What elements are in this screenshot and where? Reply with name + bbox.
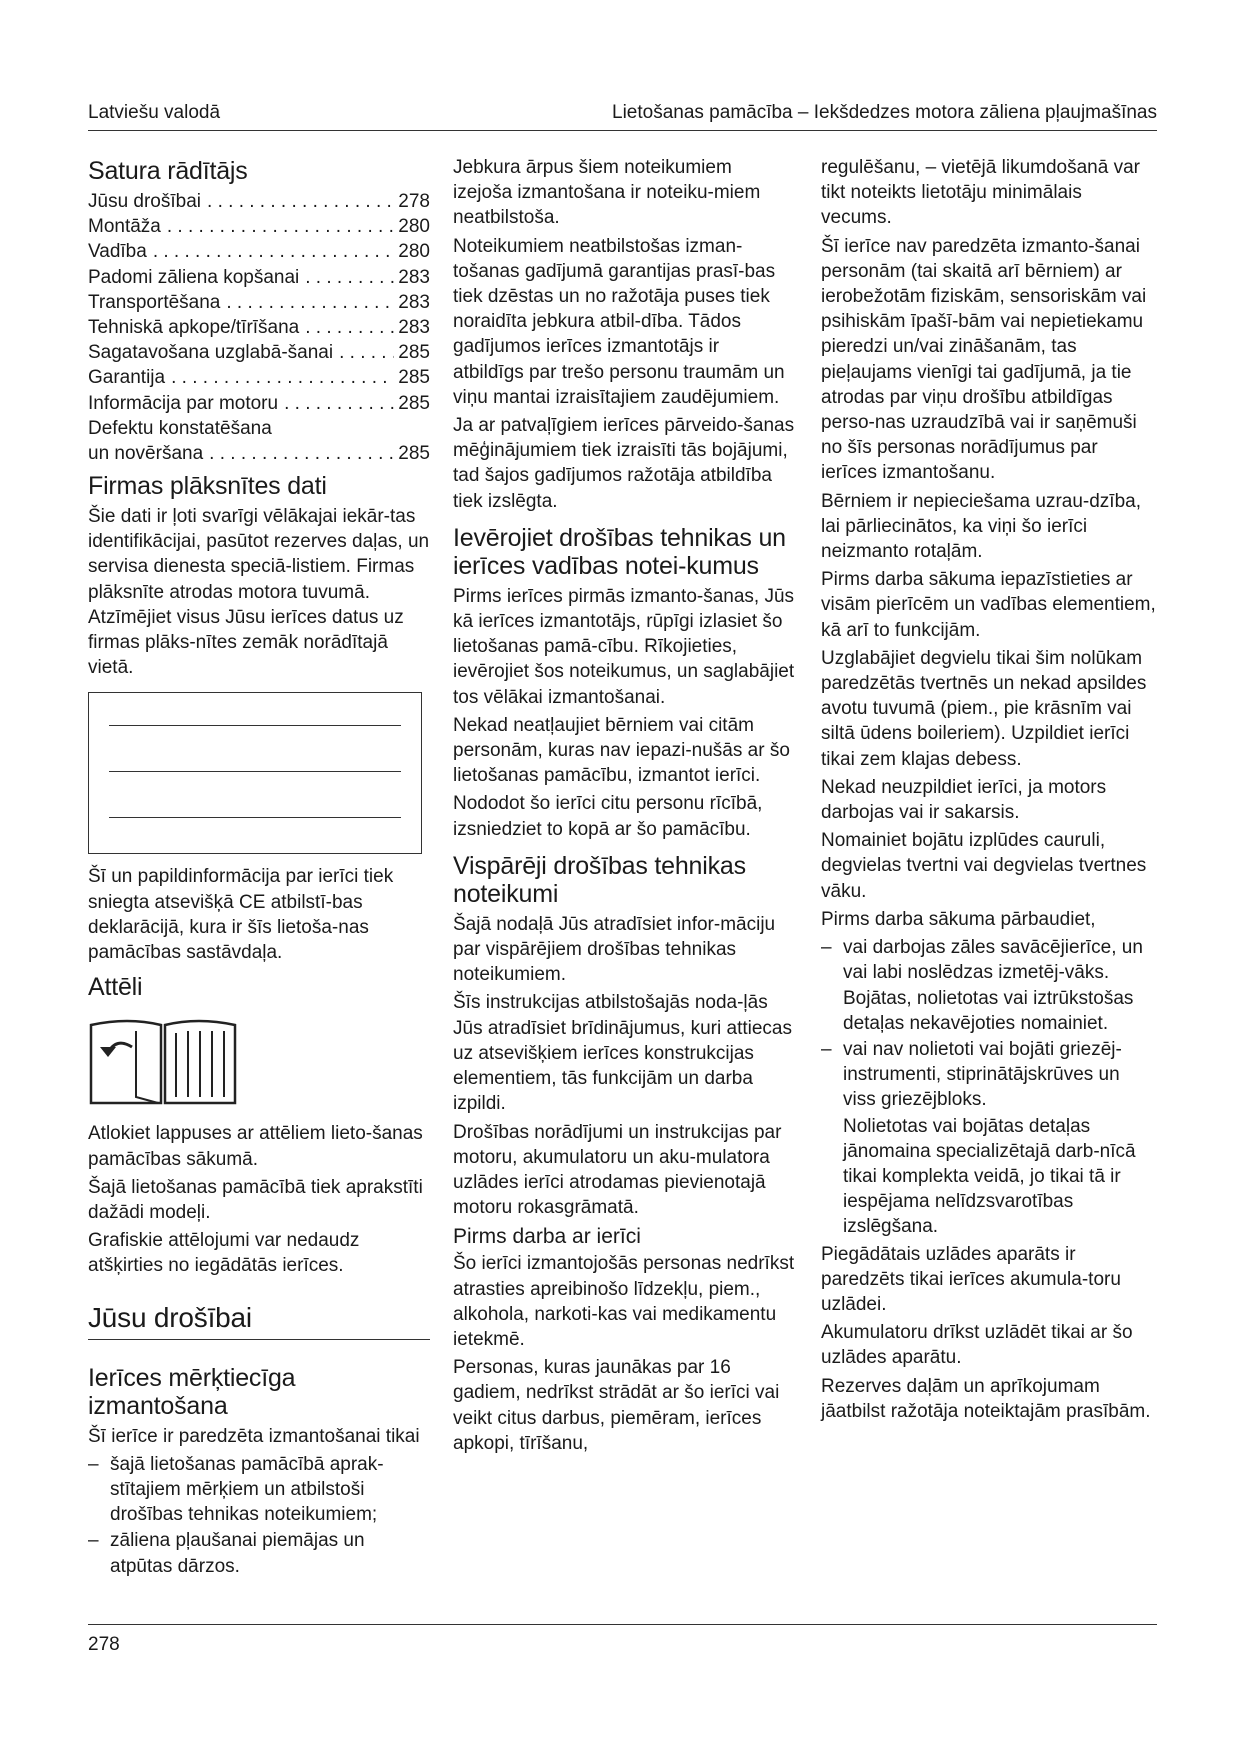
paragraph: Šajā nodaļā Jūs atradīsiet infor-māciju par vispārējiem drošības tehnikas noteikumiem. (453, 913, 776, 986)
general-safety-heading: Vispārēji drošības tehnikas noteikumi (453, 851, 746, 908)
column-1 (88, 155, 430, 1580)
nameplate-intro: Šie dati ir ļoti svarīgi vēlākajai iekār-tas identifikācijai, pasūtot rezerves daļas, un servisa dienesta speciā-listiem. Firmas plāksnīte atrodas motora tuvumā. Atzīmējiet visus Jūsu ierīces datus uz firmas plāks-nītes zemāk norādītajā vietā. (88, 506, 430, 679)
column-3 (821, 155, 1157, 1427)
nameplate-heading: Firmas plāksnītes dati (88, 472, 327, 501)
toc-item[interactable]: Informācija par motoru . . . 285 (88, 391, 430, 416)
check-list (821, 935, 1157, 1112)
nameplate-line (109, 817, 401, 818)
toc-item[interactable]: Vadība . . . 280 (88, 239, 430, 264)
nameplate-box (88, 692, 422, 854)
nameplate-after: Šī un papildinformācija par ierīci tiek sniegta atsevišķā CE atbilstī-bas deklarācijā, kura ir šīs lietoša-nas pamācības sastāvdaļa. (88, 866, 394, 964)
paragraph: Piegādātais uzlādes aparāts ir paredzēts tikai ierīces akumula-toru uzlādei. (821, 1243, 1121, 1315)
paragraph: regulēšanu, – vietējā likumdošanā var tikt noteikts lietotāju minimālais vecums. (821, 157, 1140, 229)
paragraph: Uzglabājiet degvielu tikai šim nolūkam paredzētās tvertnēs un nekad apsildes avotu tuvumā (piem., pie krāsnīm vai siltā ūdens boileriem). Uzpildiet ierīci tikai zem klajas debess. (821, 647, 1147, 770)
header-language: Latviešu valodā (88, 102, 221, 123)
images-p2: Šajā lietošanas pamācībā tiek aprakstīti dažādi modeļi. (88, 1176, 423, 1223)
page-header (88, 102, 1157, 131)
footer-rule (88, 1624, 1157, 1625)
toc-item[interactable]: Garantija . . . 285 (88, 365, 430, 390)
paragraph: Šo ierīci izmantojošās personas nedrīkst atrasties apreibinošo līdzekļu, piem., alkohola, narkoti-kas vai medikamentu ietekmē. (453, 1253, 795, 1350)
paragraph: Rezerves daļām un aprīkojumam jāatbilst ražotāja noteiktajām prasībām. (821, 1375, 1151, 1422)
paragraph: Personas, kuras jaunākas par 16 gadiem, nedrīkst strādāt ar šo ierīci vai veikt citus darbus, piemēram, ierīces apkopi, tīrīšanu, (453, 1357, 780, 1454)
before-work-heading: Pirms darba ar ierīci (453, 1225, 641, 1249)
paragraph: Pirms ierīces pirmās izmanto-šanas, Jūs kā ierīces izmantotājs, rūpīgi izlasiet šo lietošanas pamā-cību. Rīkojieties, ievērojiet šos noteikumus, un saglabājiet tos vēlākai izmantošanai. (453, 585, 795, 708)
toc-item[interactable]: Tehniskā apkope/tīrīšana . . . 283 (88, 315, 430, 340)
list-item: – vai darbojas zāles savācējierīce, un vai labi noslēdzas izmetēj-vāks. Bojātas, nolietotas vai iztrūkstošas detaļas nekavējoties nomainiet. (821, 937, 1143, 1034)
toc-item[interactable]: Sagatavošana uzglabā-šanai . . . 285 (88, 340, 430, 365)
safety-section-heading: Jūsu drošībai (88, 1303, 430, 1340)
list-item: – zāliena pļaušanai piemājas un atpūtas dārzos. (88, 1530, 365, 1577)
paragraph: Jebkura ārpus šiem noteikumiem izejoša izmantošana ir noteiku-miem neatbilstoša. (453, 157, 761, 229)
paragraph: Noteikumiem neatbilstošas izman-tošanas gadījumā garantijas prasī-bas tiek dzēstas un no ražotāja puses tiek noraidīta jebkura atbil-dība. Tādos gadījumos ierīces izmantotājs ir atbildīgs par trešo personu traumām un viņu mantai izraisītajiem zaudējumiem. (453, 235, 785, 408)
page-number: 278 (88, 1634, 120, 1655)
toc-item[interactable]: Jūsu drošībai . . . 278 (88, 189, 430, 214)
toc-list (88, 189, 430, 466)
header-title: Lietošanas pamācība – Iekšdedzes motora zāliena pļaujmašīnas (612, 102, 1157, 123)
images-p1: Atlokiet lappuses ar attēliem lieto-šanas pamācības sākumā. (88, 1123, 423, 1170)
intended-use-heading: Ierīces mērķtiecīga izmantošana (88, 1363, 296, 1420)
paragraph: Bērniem ir nepieciešama uzrau-dzība, lai pārliecinātos, ka viņi šo ierīci neizmanto rotaļām. (821, 490, 1141, 563)
paragraph: Ja ar patvaļīgiem ierīces pārveido-šanas mēģinājumiem tiek izraisīti tās bojājumi, tad šajos gadījumos ražotāja atbildība tiek izslēgta. (453, 415, 795, 512)
intended-intro: Šī ierīce ir paredzēta izmantošanai tikai (88, 1425, 420, 1447)
images-heading: Attēli (88, 973, 143, 1002)
open-book-icon (88, 1013, 238, 1107)
toc-title: Satura rādītājs (88, 157, 248, 185)
images-p3: Grafiskie attēlojumi var nedaudz atšķirties no iegādātās ierīces. (88, 1230, 360, 1277)
toc-item[interactable]: Montāža . . . 280 (88, 214, 430, 239)
intended-list (88, 1452, 430, 1579)
toc-item[interactable]: Transportēšana . . . 283 (88, 290, 430, 315)
paragraph: Drošības norādījumi un instrukcijas par motoru, akumulatoru un aku-mulatora uzlādes ierīci atrodamas pievienotajā motoru rokasgrāmatā. (453, 1121, 782, 1219)
nameplate-line (109, 771, 401, 772)
paragraph: Pirms darba sākuma iepazīstieties ar visām pierīcēm un vadības elementiem, kā arī to funkcijām. (821, 569, 1156, 641)
paragraph: Šīs instrukcijas atbilstošajās noda-ļās Jūs atradīsiet brīdinājumus, kuri attiecas uz atsevišķiem ierīces konstrukcijas elementiem, tās funkcijām un darba izpildi. (453, 992, 792, 1115)
paragraph: Šī ierīce nav paredzēta izmanto-šanai personām (tai skaitā arī bērniem) ar ierobežotām fiziskām, sensoriskām vai psihiskām īpašī-bām vai nepietiekamu pieredzi un/vai zināšanām, tas pieļaujams vienīgi tai gadījumā, ja tie atrodas par viņu drošību atbildīgas perso-nas uzraudzībā vai ir saņēmuši no šīs personas norādījumus par ierīces izmantošanu. (821, 235, 1147, 484)
nameplate-line (109, 725, 401, 726)
paragraph: Nomainiet bojātu izplūdes cauruli, degvielas tvertni vai degvielas tvertnes vāku. (821, 830, 1147, 902)
observe-rules-heading: Ievērojiet drošības tehnikas un ierīces vadības notei-kumus (453, 523, 786, 580)
toc-item[interactable]: Padomi zāliena kopšanai . . . 283 (88, 265, 430, 290)
list-item: – šajā lietošanas pamācībā aprak-stītajiem mērķiem un atbilstoši drošības tehnikas noteikumiem; (88, 1453, 384, 1526)
paragraph: Pirms darba sākuma pārbaudiet, (821, 908, 1096, 930)
indented-paragraph: Nolietotas vai bojātas detaļas jānomaina specializētajā darb-nīcā tikai komplekta veidā, jo tikai tā ir iespējama nelīdzsvarotības izslēgšana. (843, 1115, 1136, 1238)
list-item: – vai nav nolietoti vai bojāti griezēj-instrumenti, stiprinātājskrūves un viss griezējbloks. (821, 1038, 1122, 1111)
paragraph: Nekad neuzpildiet ierīci, ja motors darbojas vai ir sakarsis. (821, 776, 1107, 824)
paragraph: Akumulatoru drīkst uzlādēt tikai ar šo uzlādes aparātu. (821, 1322, 1133, 1369)
paragraph: Nekad neatļaujiet bērniem vai citām personām, kuras nav iepazi-nušās ar šo lietošanas pamācību, izmantot ierīci. (453, 714, 790, 787)
toc-item-multiline[interactable]: Defektu konstatēšana un novēršana . . . 285 (88, 416, 430, 466)
column-2 (453, 155, 795, 1459)
paragraph: Nododot šo ierīci citu personu rīcībā, izsniedziet to kopā ar šo pamācību. (453, 793, 763, 840)
